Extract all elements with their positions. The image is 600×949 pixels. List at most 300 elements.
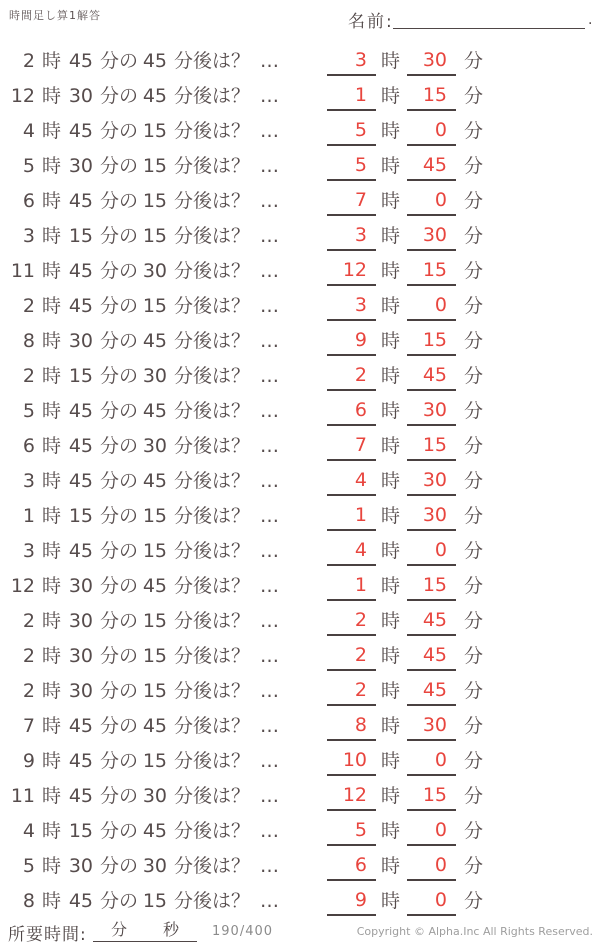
answer-hour: 6	[354, 399, 367, 421]
hour-unit-label: 時	[42, 225, 62, 247]
answer-minute-blank	[407, 537, 456, 566]
after-suffix-label: 分後は？	[174, 750, 251, 772]
hour-unit-label: 時	[42, 120, 62, 142]
answer-minute-unit-label: 分	[464, 855, 484, 877]
hour-unit-label: 時	[42, 155, 62, 177]
after-suffix-label: 分後は？	[174, 505, 251, 527]
question-hour: 4	[22, 820, 35, 842]
answer-hour-unit-label: 時	[381, 890, 401, 912]
after-suffix-label: 分後は？	[174, 820, 251, 842]
question-add-minutes: 15	[142, 505, 167, 527]
answer-minute-blank	[407, 817, 456, 846]
hour-unit-label: 時	[42, 540, 62, 562]
question-add-minutes: 15	[142, 155, 167, 177]
answer-minute-unit-label: 分	[464, 470, 484, 492]
required-time-label: 所要時間:	[8, 925, 87, 945]
answer-minute-blank	[407, 187, 456, 216]
answer-hour-unit-label: 時	[381, 715, 401, 737]
question-minute: 45	[68, 715, 93, 737]
answer-minute-unit-label: 分	[464, 120, 484, 142]
answer-hour: 5	[354, 119, 367, 141]
question-hour: 2	[22, 645, 35, 667]
answer-minute: 0	[434, 854, 447, 876]
question-minute: 30	[68, 855, 93, 877]
problem-list	[0, 44, 600, 919]
question-minute: 45	[68, 120, 93, 142]
answer-hour-blank	[327, 47, 376, 76]
ellipsis: …	[260, 435, 280, 457]
ellipsis: …	[260, 330, 280, 352]
question-minute: 30	[68, 610, 93, 632]
answer-minute-blank	[407, 292, 456, 321]
minute-no-label: 分の	[100, 575, 139, 597]
after-suffix-label: 分後は？	[174, 645, 251, 667]
after-suffix-label: 分後は？	[174, 225, 251, 247]
answer-hour-unit-label: 時	[381, 330, 401, 352]
minute-no-label: 分の	[100, 785, 139, 807]
question-add-minutes: 15	[142, 890, 167, 912]
problem-row	[0, 884, 600, 919]
answer-minute: 15	[422, 434, 447, 456]
answer-hour-unit-label: 時	[381, 610, 401, 632]
answer-minute-unit-label: 分	[464, 645, 484, 667]
answer-minute: 30	[422, 504, 447, 526]
seconds-unit-label: 秒	[162, 920, 179, 939]
answer-minute-blank	[407, 117, 456, 146]
answer-hour-blank	[327, 432, 376, 461]
question-minute: 30	[68, 645, 93, 667]
answer-hour-unit-label: 時	[381, 435, 401, 457]
question-hour: 3	[22, 540, 35, 562]
problem-row	[0, 114, 600, 149]
hour-unit-label: 時	[42, 610, 62, 632]
question-add-minutes: 30	[142, 785, 167, 807]
answer-hour-blank	[327, 257, 376, 286]
question-add-minutes: 45	[142, 575, 167, 597]
question-minute: 45	[68, 260, 93, 282]
minute-no-label: 分の	[100, 435, 139, 457]
ellipsis: …	[260, 855, 280, 877]
answer-minute-blank	[407, 712, 456, 741]
ellipsis: …	[260, 610, 280, 632]
minute-no-label: 分の	[100, 260, 139, 282]
answer-minute-blank	[407, 467, 456, 496]
answer-minute-blank	[407, 572, 456, 601]
question-add-minutes: 15	[142, 225, 167, 247]
answer-minute: 45	[422, 154, 447, 176]
page-title: 時間足し算1解答	[9, 9, 101, 22]
problem-row	[0, 254, 600, 289]
answer-minute-blank	[407, 327, 456, 356]
hour-unit-label: 時	[42, 575, 62, 597]
after-suffix-label: 分後は？	[174, 715, 251, 737]
question-add-minutes: 15	[142, 750, 167, 772]
question-minute: 45	[68, 50, 93, 72]
ellipsis: …	[260, 85, 280, 107]
question-hour: 5	[22, 855, 35, 877]
ellipsis: …	[260, 155, 280, 177]
question-hour: 5	[22, 400, 35, 422]
answer-minute-blank	[407, 257, 456, 286]
question-minute: 45	[68, 785, 93, 807]
question-hour: 3	[22, 225, 35, 247]
minute-no-label: 分の	[100, 505, 139, 527]
question-hour: 8	[22, 330, 35, 352]
answer-minute: 45	[422, 609, 447, 631]
answer-hour: 4	[354, 469, 367, 491]
question-minute: 30	[68, 155, 93, 177]
question-minute: 45	[68, 750, 93, 772]
answer-hour: 9	[354, 329, 367, 351]
minute-no-label: 分の	[100, 680, 139, 702]
answer-minute: 30	[422, 714, 447, 736]
answer-minute: 30	[422, 399, 447, 421]
question-minute: 30	[68, 330, 93, 352]
answer-hour-blank	[327, 852, 376, 881]
copyright-notice: Copyright © Alpha.Inc All Rights Reserved.	[356, 925, 593, 938]
question-add-minutes: 30	[142, 260, 167, 282]
answer-minute: 15	[422, 84, 447, 106]
question-hour: 9	[22, 750, 35, 772]
answer-minute: 30	[422, 224, 447, 246]
answer-hour: 12	[342, 259, 367, 281]
ellipsis: …	[260, 540, 280, 562]
minute-no-label: 分の	[100, 470, 139, 492]
answer-minute-unit-label: 分	[464, 540, 484, 562]
after-suffix-label: 分後は？	[174, 295, 251, 317]
answer-hour-unit-label: 時	[381, 120, 401, 142]
question-add-minutes: 45	[142, 400, 167, 422]
question-hour: 2	[22, 295, 35, 317]
hour-unit-label: 時	[42, 435, 62, 457]
answer-hour-blank	[327, 187, 376, 216]
question-minute: 30	[68, 575, 93, 597]
question-add-minutes: 30	[142, 855, 167, 877]
answer-hour-unit-label: 時	[381, 295, 401, 317]
question-hour: 2	[22, 610, 35, 632]
hour-unit-label: 時	[42, 855, 62, 877]
question-hour: 5	[22, 155, 35, 177]
answer-hour-unit-label: 時	[381, 400, 401, 422]
answer-minute-blank	[407, 152, 456, 181]
hour-unit-label: 時	[42, 785, 62, 807]
minute-no-label: 分の	[100, 890, 139, 912]
answer-hour-blank	[327, 677, 376, 706]
question-hour: 8	[22, 890, 35, 912]
answer-hour: 12	[342, 784, 367, 806]
minute-no-label: 分の	[100, 400, 139, 422]
problem-row	[0, 499, 600, 534]
minutes-unit-label: 分	[110, 920, 127, 939]
answer-hour-blank	[327, 537, 376, 566]
answer-hour-blank	[327, 117, 376, 146]
answer-hour-unit-label: 時	[381, 575, 401, 597]
after-suffix-label: 分後は？	[174, 155, 251, 177]
hour-unit-label: 時	[42, 190, 62, 212]
problem-row	[0, 744, 600, 779]
hour-unit-label: 時	[42, 750, 62, 772]
ellipsis: …	[260, 120, 280, 142]
answer-hour-blank	[327, 747, 376, 776]
question-add-minutes: 30	[142, 365, 167, 387]
hour-unit-label: 時	[42, 890, 62, 912]
answer-hour-blank	[327, 397, 376, 426]
after-suffix-label: 分後は？	[174, 680, 251, 702]
question-minute: 15	[68, 225, 93, 247]
minute-no-label: 分の	[100, 820, 139, 842]
question-minute: 45	[68, 540, 93, 562]
answer-minute: 30	[422, 49, 447, 71]
minute-no-label: 分の	[100, 855, 139, 877]
problem-row	[0, 394, 600, 429]
answer-hour-unit-label: 時	[381, 505, 401, 527]
problem-row	[0, 639, 600, 674]
answer-hour: 4	[354, 539, 367, 561]
after-suffix-label: 分後は？	[174, 575, 251, 597]
after-suffix-label: 分後は？	[174, 190, 251, 212]
question-add-minutes: 15	[142, 645, 167, 667]
question-hour: 2	[22, 680, 35, 702]
ellipsis: …	[260, 820, 280, 842]
answer-hour-unit-label: 時	[381, 225, 401, 247]
question-hour: 6	[22, 435, 35, 457]
minute-no-label: 分の	[100, 50, 139, 72]
minute-no-label: 分の	[100, 610, 139, 632]
question-hour: 6	[22, 190, 35, 212]
answer-minute-unit-label: 分	[464, 50, 484, 72]
answer-minute-unit-label: 分	[464, 330, 484, 352]
answer-hour: 3	[354, 224, 367, 246]
answer-hour-unit-label: 時	[381, 155, 401, 177]
question-add-minutes: 45	[142, 470, 167, 492]
minute-no-label: 分の	[100, 155, 139, 177]
answer-hour-blank	[327, 607, 376, 636]
answer-minute-unit-label: 分	[464, 400, 484, 422]
answer-hour-unit-label: 時	[381, 645, 401, 667]
answer-hour: 7	[354, 434, 367, 456]
problem-row	[0, 534, 600, 569]
question-add-minutes: 15	[142, 540, 167, 562]
minute-no-label: 分の	[100, 225, 139, 247]
question-minute: 45	[68, 400, 93, 422]
problem-row	[0, 359, 600, 394]
answer-hour-blank	[327, 642, 376, 671]
minute-no-label: 分の	[100, 645, 139, 667]
answer-hour-blank	[327, 222, 376, 251]
answer-hour-blank	[327, 782, 376, 811]
hour-unit-label: 時	[42, 260, 62, 282]
answer-hour-unit-label: 時	[381, 820, 401, 842]
problem-row	[0, 149, 600, 184]
minute-no-label: 分の	[100, 295, 139, 317]
problem-row	[0, 324, 600, 359]
answer-minute-blank	[407, 852, 456, 881]
question-hour: 12	[10, 85, 35, 107]
answer-minute-unit-label: 分	[464, 750, 484, 772]
question-add-minutes: 15	[142, 120, 167, 142]
problem-row	[0, 79, 600, 114]
answer-minute-unit-label: 分	[464, 890, 484, 912]
question-hour: 3	[22, 470, 35, 492]
after-suffix-label: 分後は？	[174, 365, 251, 387]
problem-row	[0, 289, 600, 324]
hour-unit-label: 時	[42, 505, 62, 527]
answer-minute-blank	[407, 887, 456, 916]
problem-row	[0, 814, 600, 849]
answer-minute: 45	[422, 679, 447, 701]
problem-row	[0, 674, 600, 709]
ellipsis: …	[260, 505, 280, 527]
after-suffix-label: 分後は？	[174, 785, 251, 807]
answer-hour-unit-label: 時	[381, 190, 401, 212]
answer-minute: 0	[434, 889, 447, 911]
problem-row	[0, 569, 600, 604]
answer-hour: 7	[354, 189, 367, 211]
answer-minute-blank	[407, 502, 456, 531]
ellipsis: …	[260, 190, 280, 212]
after-suffix-label: 分後は？	[174, 855, 251, 877]
answer-hour-unit-label: 時	[381, 540, 401, 562]
answer-hour-blank	[327, 292, 376, 321]
after-suffix-label: 分後は？	[174, 85, 251, 107]
answer-hour-unit-label: 時	[381, 85, 401, 107]
answer-minute: 15	[422, 784, 447, 806]
name-field-line	[393, 9, 585, 29]
after-suffix-label: 分後は？	[174, 610, 251, 632]
required-time-blank	[93, 916, 197, 942]
minute-no-label: 分の	[100, 715, 139, 737]
answer-minute-unit-label: 分	[464, 680, 484, 702]
hour-unit-label: 時	[42, 85, 62, 107]
answer-minute-unit-label: 分	[464, 575, 484, 597]
question-minute: 45	[68, 435, 93, 457]
ellipsis: …	[260, 715, 280, 737]
answer-minute-unit-label: 分	[464, 610, 484, 632]
question-minute: 45	[68, 470, 93, 492]
answer-hour: 8	[354, 714, 367, 736]
hour-unit-label: 時	[42, 295, 62, 317]
answer-minute-unit-label: 分	[464, 155, 484, 177]
answer-minute-unit-label: 分	[464, 435, 484, 457]
answer-hour-unit-label: 時	[381, 680, 401, 702]
answer-hour-blank	[327, 152, 376, 181]
question-add-minutes: 45	[142, 330, 167, 352]
question-minute: 15	[68, 365, 93, 387]
answer-minute-blank	[407, 677, 456, 706]
answer-hour: 2	[354, 644, 367, 666]
answer-hour-unit-label: 時	[381, 750, 401, 772]
answer-hour: 3	[354, 49, 367, 71]
name-line-period: .	[588, 12, 593, 28]
problem-row	[0, 849, 600, 884]
after-suffix-label: 分後は？	[174, 470, 251, 492]
answer-minute-unit-label: 分	[464, 295, 484, 317]
problem-row	[0, 464, 600, 499]
problem-row	[0, 44, 600, 79]
answer-minute-unit-label: 分	[464, 260, 484, 282]
ellipsis: …	[260, 400, 280, 422]
footer	[0, 916, 600, 949]
question-minute: 30	[68, 85, 93, 107]
answer-hour: 1	[354, 504, 367, 526]
after-suffix-label: 分後は？	[174, 540, 251, 562]
after-suffix-label: 分後は？	[174, 260, 251, 282]
answer-hour-unit-label: 時	[381, 260, 401, 282]
answer-hour: 5	[354, 819, 367, 841]
after-suffix-label: 分後は？	[174, 120, 251, 142]
question-minute: 45	[68, 190, 93, 212]
after-suffix-label: 分後は？	[174, 50, 251, 72]
ellipsis: …	[260, 225, 280, 247]
answer-minute-unit-label: 分	[464, 85, 484, 107]
problem-row	[0, 709, 600, 744]
ellipsis: …	[260, 295, 280, 317]
ellipsis: …	[260, 575, 280, 597]
ellipsis: …	[260, 365, 280, 387]
answer-minute-blank	[407, 222, 456, 251]
answer-hour: 2	[354, 679, 367, 701]
question-add-minutes: 45	[142, 820, 167, 842]
question-hour: 11	[10, 785, 35, 807]
ellipsis: …	[260, 260, 280, 282]
answer-minute-unit-label: 分	[464, 715, 484, 737]
after-suffix-label: 分後は？	[174, 400, 251, 422]
answer-minute-blank	[407, 47, 456, 76]
answer-minute: 15	[422, 259, 447, 281]
hour-unit-label: 時	[42, 330, 62, 352]
minute-no-label: 分の	[100, 190, 139, 212]
minute-no-label: 分の	[100, 330, 139, 352]
problem-row	[0, 429, 600, 464]
answer-minute-unit-label: 分	[464, 365, 484, 387]
after-suffix-label: 分後は？	[174, 435, 251, 457]
ellipsis: …	[260, 470, 280, 492]
question-add-minutes: 45	[142, 50, 167, 72]
question-add-minutes: 15	[142, 190, 167, 212]
hour-unit-label: 時	[42, 820, 62, 842]
answer-hour-blank	[327, 887, 376, 916]
answer-minute-blank	[407, 432, 456, 461]
hour-unit-label: 時	[42, 400, 62, 422]
hour-unit-label: 時	[42, 680, 62, 702]
question-minute: 15	[68, 505, 93, 527]
question-hour: 11	[10, 260, 35, 282]
question-add-minutes: 45	[142, 715, 167, 737]
question-minute: 45	[68, 295, 93, 317]
answer-hour-blank	[327, 327, 376, 356]
answer-minute: 0	[434, 294, 447, 316]
question-add-minutes: 30	[142, 435, 167, 457]
hour-unit-label: 時	[42, 365, 62, 387]
answer-hour: 6	[354, 854, 367, 876]
answer-hour-unit-label: 時	[381, 470, 401, 492]
hour-unit-label: 時	[42, 470, 62, 492]
answer-minute: 30	[422, 469, 447, 491]
question-hour: 2	[22, 365, 35, 387]
minute-no-label: 分の	[100, 365, 139, 387]
ellipsis: …	[260, 680, 280, 702]
answer-minute: 0	[434, 819, 447, 841]
question-add-minutes: 15	[142, 295, 167, 317]
answer-minute-blank	[407, 607, 456, 636]
minute-no-label: 分の	[100, 750, 139, 772]
question-add-minutes: 15	[142, 680, 167, 702]
answer-hour-blank	[327, 572, 376, 601]
answer-minute-unit-label: 分	[464, 505, 484, 527]
answer-hour: 3	[354, 294, 367, 316]
minute-no-label: 分の	[100, 540, 139, 562]
answer-minute: 45	[422, 364, 447, 386]
